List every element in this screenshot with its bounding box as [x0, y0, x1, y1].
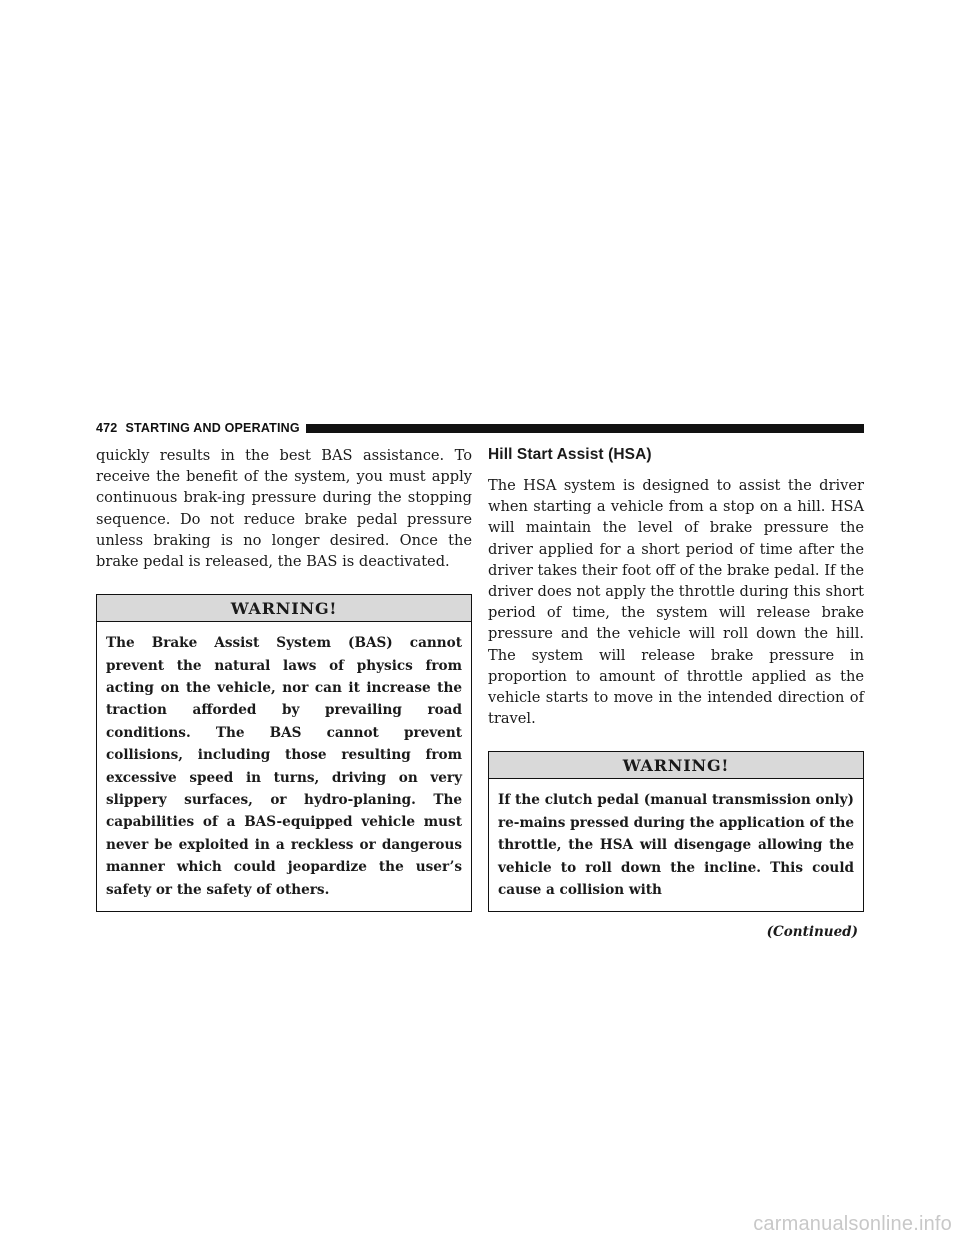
hsa-warning-box [488, 751, 864, 912]
bas-warning-text: The Brake Assist System (BAS) cannot prevent the natural laws of physics from acting on the vehicle, nor can it increase the traction afforded by prevailing road conditions. The BAS cannot prevent collisions, including those resulting from excessive speed in turns, driving on very slippery surfaces, or hydro-planing. The capabilities of a BAS-equipped vehicle must never be exploited in a reckless or dangerous manner which could jeopardize the user’s safety or the safety of others. [106, 635, 462, 898]
hsa-heading: Hill Start Assist (HSA) [488, 446, 652, 463]
page-header [96, 418, 864, 438]
hsa-paragraph: The HSA system is designed to assist the driver when starting a vehicle from a stop on a hill. HSA will maintain the level of brake pressure the driver applied for a short period of time after the driver takes their foot off of the brake pedal. If the driver does not apply the throttle during this short period of time, the system will release brake pressure and the vehicle will roll down the hill. The system will release brake pressure in proportion to amount of throttle applied as the vehicle starts to move in the intended direction of travel. [488, 477, 864, 728]
header-rule [306, 424, 864, 433]
bas-paragraph: quickly results in the best BAS assistance. To receive the benefit of the system, you must apply continuous brak-ing pressure during the stopping sequence. Do not reduce brake pedal pressure unless braking is no longer desired. Once the brake pedal is released, the BAS is deactivated. [96, 447, 472, 571]
hsa-warning-text: If the clutch pedal (manual transmission only) re-mains pressed during the application of the throttle, the HSA will disengage allowing the vehicle to roll down the incline. This could cause a collision with [498, 792, 854, 899]
continued-note: (Continued) [766, 924, 858, 941]
right-column [488, 445, 864, 940]
bas-warning-title: WARNING! [97, 595, 471, 622]
bas-warning-box [96, 594, 472, 912]
section-title: STARTING AND OPERATING [125, 421, 300, 435]
page-number: 472 [96, 421, 118, 435]
hsa-warning-title: WARNING! [489, 752, 863, 779]
watermark-link[interactable]: carmanualsonline.info [753, 1213, 952, 1235]
left-column [96, 445, 472, 912]
